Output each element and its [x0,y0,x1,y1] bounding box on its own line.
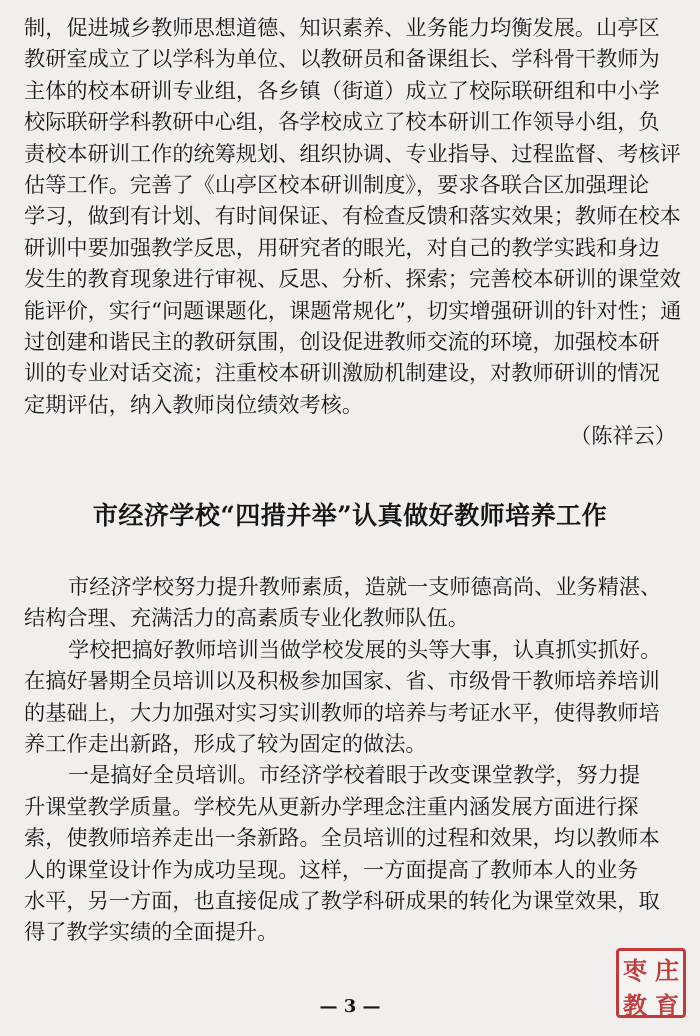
article-title: 市经济学校“四措并举”认真做好教师培养工作 [92,501,608,530]
text-line: 校际联研学科教研中心组，各学校成立了校本研训工作领导小组，负 [24,109,660,135]
text-line: 制，促进城乡教师思想道德、知识素养、业务能力均衡发展。山亭区 [24,15,660,40]
seal-character: 枣 [623,956,647,985]
page-number: — 3 — [319,996,381,1017]
text-line: 定期评估，纳入教师岗位绩效考核。 [24,391,364,417]
text-line: 一是搞好全员培训。市经济学校着眼于改变课堂教学，努力提 [68,762,641,788]
text-line: 学习，做到有计划、有时间保证、有检查反馈和落实效果；教师在校本 [24,203,681,229]
text-line: 在搞好暑期全员培训以及积极参加国家、省、市级骨干教师培养培训 [24,668,660,694]
text-line: 结构合理、充满活力的高素质专业化教师队伍。 [24,605,469,631]
red-seal-stamp [616,948,686,1018]
text-line: 责校本研训工作的统筹规划、组织协调、专业指导、过程监督、考核评 [24,140,681,166]
text-line: 训的专业对话交流；注重校本研训激励机制建设，对教师研训的情况 [24,360,660,386]
author-attribution: （陈祥云） [570,423,676,449]
seal-character: 庄 [655,956,679,985]
article-body [24,571,684,948]
text-line: 人的课堂设计作为成功呈现。这样，一方面提高了教师本人的业务 [24,856,639,882]
text-line: 得了教学实绩的全面提升。 [24,919,279,945]
text-line: 索，使教师培养走出一条新路。全员培训的过程和效果，均以教师本 [24,825,660,851]
text-line: 的基础上，大力加强对实习实训教师的培养与考证水平，使得教师培 [24,699,660,725]
continued-section [24,12,684,451]
text-line: 升课堂教学质量。学校先从更新办学理念注重内涵发展方面进行探 [24,793,639,819]
text-line: 养工作走出新路，形成了较为固定的做法。 [24,730,427,756]
text-line: 过创建和谐民主的教研氛围，创设促进教师交流的环境，加强校本研 [24,328,660,354]
text-line: 估等工作。完善了《山亭区校本研训制度》，要求各联合区加强理论 [24,171,650,197]
text-line: 水平，另一方面，也直接促成了教学科研成果的转化为课堂效果，取 [24,887,660,913]
text-line: 教研室成立了以学科为单位、以教研员和备课组长、学科骨干教师为 [24,46,660,72]
seal-character: 教 [623,991,647,1020]
text-line: 能评价，实行“问题课题化，课题常规化”，切实增强研训的针对性；通 [24,297,682,323]
text-line: 市经济学校努力提升教师素质，造就一支师德高尚、业务精湛、 [68,574,662,599]
text-line: 学校把搞好教师培训当做学校发展的头等大事，认真抓实抓好。 [68,636,662,662]
seal-character: 育 [655,991,679,1020]
paragraph [24,571,684,634]
text-line: 发生的教育现象进行审视、反思、分析、探索；完善校本研训的课堂效 [24,266,681,292]
text-line: 主体的校本研训专业组，各乡镇（街道）成立了校际联研组和中小学 [24,77,660,103]
paragraph [24,759,684,947]
text-line: 研训中要加强教学反思，用研究者的眼光，对自己的教学实践和身边 [24,234,660,260]
paragraph [24,634,684,760]
